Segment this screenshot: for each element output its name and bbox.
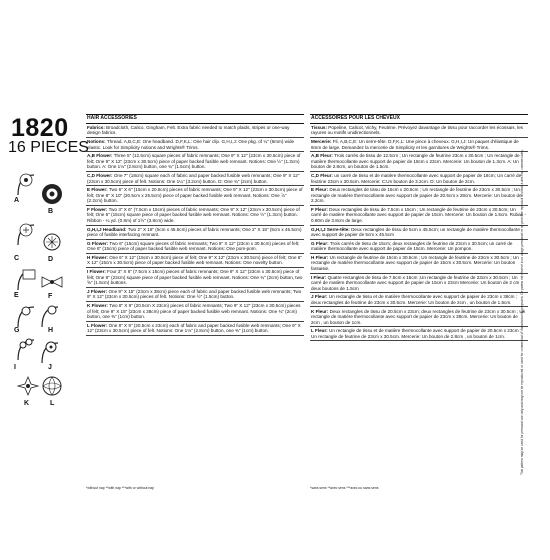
- french-footnote: *sans sens **avec sens ***avec ou sans sens: [310, 486, 379, 490]
- french-rows: [310, 124, 528, 341]
- requirement-row: [310, 138, 528, 152]
- copyright-side-note: This pattern may be used for personal use only and may not be reproduced or used for commercial or manufacturing purposes. Ce patron est réservé à un usage personnel et ne peut être reproduit ni utilisé à des fins commerciales.: [520, 149, 524, 475]
- requirement-row: [86, 268, 304, 288]
- requirement-row: [86, 302, 304, 322]
- view-j-illustration: [38, 339, 66, 365]
- requirement-label: L Fleur:: [311, 328, 328, 334]
- requirement-label: G,H,I,J Headband:: [87, 226, 127, 232]
- view-label-l: L: [50, 400, 55, 407]
- english-rows: [86, 124, 304, 336]
- requirement-label: G Fleur:: [311, 240, 329, 246]
- requirement-row: [310, 307, 528, 327]
- view-label-f: F: [48, 293, 53, 300]
- requirement-label: G Flower:: [87, 240, 109, 246]
- requirement-label: Mercerie:: [311, 139, 332, 145]
- requirement-text: Deux rectangles de tissu de 7.5cm x 15cm ; Un rectangle de feutrine de 23cm x 30.5cm; Un carré de matière thermocollante avec support de papier de 15cm. Mercerie: Un bouton de 1.5cm. Ruban - 0.80m de 3.8cm de large.: [311, 206, 526, 223]
- requirement-row: [86, 226, 304, 240]
- requirement-text: Two 6" (15cm) square pieces of fabric remnants; Two 9" X 12" (23cm x 30.5cm) pieces of felt; One 6" (15cm) piece of paper backed fusible web remnant. Notions: One pom-pom.: [87, 240, 300, 252]
- requirement-label: F Fleur:: [311, 206, 328, 212]
- requirement-text: Un rectangle de tissu et de matière thermocollante avec support de papier de 23cm x 38cm ; deux rectangles de feutrine de 23cm x 30.5cm. Mercerie: Un bouton de 2cm , un bouton de 1.5cm.: [311, 294, 518, 305]
- requirement-row: [86, 152, 304, 172]
- requirement-text: Trois carrés de tissu de 15cm; deux rectangles de feutrine de 23cm x 30.5cm; un carré de matière thermocollante avec support de papier de 15cm. Mercerie: Un pompon.: [311, 240, 513, 252]
- requirement-label: H Flower:: [87, 254, 108, 260]
- requirement-row: [310, 226, 528, 240]
- requirement-text: Two 8" X 9" (20.5cm X 23cm) pieces of fabric remnants; Two 9" X 12" (23cm x 30.5cm) pieces of felt; One 9" X 15" (23cm x 38cm) piece of paper backed fusible web remnant. Notions: One ¾" (2cm) button, one ⅜" (1cm) button.: [87, 303, 301, 320]
- requirement-label: H Fleur:: [311, 254, 329, 260]
- requirement-label: E Flower:: [87, 187, 108, 193]
- view-h-illustration: [38, 303, 66, 329]
- requirement-text: Deux rectangles de tissu de 20.5cm x 23cm; deux rectangles de feutrine de 23cm x 30.5cm ; Un rectangle de matière thermocollante avec support de papier de 23cm x 38cm. Mercerie: Un bouton de 2cm , un bouton de 1cm.: [311, 308, 526, 325]
- view-label-k: K: [24, 400, 30, 407]
- requirement-label: J Fleur:: [311, 294, 328, 300]
- requirement-label: Notions:: [87, 139, 106, 145]
- requirement-text: Trois carrés de tissu de 12.5cm ; Un rectangle de feutrine 23cm x 30.5cm ; Un rectangle de matière thermocollante avec support de papier de 18cm x 23cm. Mercerie: Un bouton de 1.3cm. A: Un bouton de 2.8cm, un bouton de 1.5cm.: [311, 153, 520, 170]
- view-label-c: C: [14, 255, 20, 262]
- requirement-text: Two 2" X 18" (5cm x 45.5cm) pieces of fabric remnants; One 2" X 18" (5cm x 45.5cm) piece of fusible interfacing remnant.: [87, 226, 302, 238]
- english-table-title: HAIR ACCESSORIES: [86, 114, 304, 124]
- requirement-row: [310, 172, 528, 186]
- requirement-label: E Fleur:: [311, 187, 329, 193]
- pattern-pieces-count: 16 PIECES: [8, 139, 89, 156]
- view-label-h: H: [48, 327, 54, 334]
- requirement-text: Four 3" X 6" (7.5cm x 15cm) pieces of fabric remnants; One 9" X 12" (23cm x 30.5cm) piece of felt; One 9" (23cm) square piece of paper backed fusible web remnant. Notions: One ¾" (2cm) button, two ⅝" (1.5cm) buttons.: [87, 269, 303, 286]
- requirement-label: Tissus:: [311, 124, 327, 130]
- requirement-row: [86, 172, 304, 186]
- requirement-row: [310, 327, 528, 341]
- requirement-text: Deux rectangles de tissu de 5cm x 45.5cm; un rectangle de matière thermocollante avec support de papier de 5cm x 45.5cm: [311, 226, 520, 238]
- requirement-label: K Fleur:: [311, 308, 329, 314]
- requirement-row: [86, 206, 304, 226]
- pattern-number: 1820: [11, 114, 69, 142]
- requirement-row: [310, 152, 528, 172]
- view-thumbnails: [14, 171, 68, 471]
- requirement-label: C,D Fleur:: [311, 173, 333, 179]
- requirement-text: One 7" (18cm) square each of fabric and paper backed fusible web remnants; One 9" X 12" (23cm x 30.5cm) piece of felt. Notions: One 1¼" (3.2cm) button. D: One ¾" (2cm) button.: [87, 173, 300, 184]
- requirement-label: F Flower:: [87, 206, 108, 212]
- view-label-j: J: [48, 364, 52, 371]
- english-footnote: *without nap **with nap ***with or without nap: [86, 486, 155, 490]
- requirement-row: [310, 254, 528, 274]
- requirement-row: [86, 124, 304, 138]
- view-f-illustration: [38, 269, 66, 295]
- requirement-label: K Flower:: [87, 303, 108, 309]
- requirement-text: Deux rectangles de tissu de 15cm x 20.5cm ; Un rectangle de feutrine de 23cm x 30.5cm ; Un rectangle de matière thermocollante avec support de papier de 20.5cm x 28cm. Mercerie: Un bouton de 2.2cm.: [311, 187, 522, 204]
- requirement-text: un carré de tissu et de matière thermocollante avec support de papier de 18cm; Un carré de feutrine 23cm x 30.5cm. Mercerie: C:Un bouton de 3.2cm. D: Un bouton de 2cm.: [311, 173, 522, 184]
- requirement-row: [310, 186, 528, 206]
- view-d-illustration: [38, 229, 66, 255]
- requirement-row: [310, 274, 528, 294]
- requirement-label: A,B Fleur:: [311, 153, 333, 159]
- requirement-text: Un rectangle de feutrine de 15cm x 30.5cm ; Un rectangle de feutrine de 23cm x 30.5cm ; Un rectangle de matière thermocollante avec support de papier de 15cm x 30.5cm. Mercerie: Un bouton fantaisie.: [311, 254, 519, 271]
- requirement-label: I Fleur:: [311, 274, 327, 280]
- view-label-b: B: [48, 208, 54, 215]
- view-label-g: G: [14, 327, 20, 334]
- requirement-text: One 6" X 12" (15cm x 30.5cm) piece of felt; One 9" X 12" (23cm x 30.5cm) piece of felt; One 6" X 12" (15cm x 30.5cm) piece of paper backed fusible web remnant. Notions: One novelty button.: [87, 254, 302, 266]
- view-l-illustration: [38, 373, 66, 399]
- requirement-row: [86, 138, 304, 152]
- view-b-illustration: [38, 181, 66, 207]
- requirement-label: A,B Flower:: [87, 153, 113, 159]
- requirement-row: [310, 293, 528, 307]
- view-label-a: A: [14, 197, 20, 204]
- french-requirements-table: [310, 114, 528, 341]
- requirement-row: [86, 322, 304, 336]
- requirement-text: Popeline, Calicot, Vichy, Feutrine. Prévoyez davantage de tissu pour raccorder les écossais, les rayures ou motifs unidirectionnels.: [311, 124, 523, 136]
- requirement-label: G,H,I,J Serre-tête:: [311, 226, 350, 232]
- requirement-row: [310, 240, 528, 254]
- requirement-text: Fil. A,B,C,E: Un serre-tête. D,F,K,L: Une pince à cheveux. G,H,I,J: Un paquet d'élastique de 6mm de large. Demandez la mercerie de Simplicity et les garnitures de Wrights® Trims.: [311, 139, 519, 150]
- requirement-text: One 9" X 15" (23cm x 38cm) piece each of fabric and paper backed fusible web remnants; Two 9" X 12" (23cm x 30.5cm) pieces of felt. Notions: One ½" (1.5cm) button.: [87, 288, 302, 300]
- requirement-label: C,D Flower:: [87, 173, 113, 179]
- requirement-text: Two 6" X 6" (15cm x 20.5cm) pieces of fabric remnants; One 9" X 12" (23cm x 30.5cm) piece of felt; One 8" X 10" (20.5cm x 25.5cm) piece of paper backed fusible web remnant. Notions: One ⅞" (2.2cm) button.: [87, 187, 303, 204]
- requirement-row: [86, 240, 304, 254]
- requirement-row: [86, 254, 304, 268]
- requirement-label: I Flower:: [87, 269, 106, 275]
- requirement-text: Broadcloth, Calico, Gingham, Felt. Extra fabric needed to match plaids, stripes or one-way design fabrics.: [87, 124, 290, 136]
- view-label-d: D: [48, 256, 54, 263]
- requirement-text: Three 5" (12.5cm) square pieces of fabric remnants; One 9" X 12" (23cm x 30.5cm) piece of felt; One 9" X 12" (23cm x 30.5cm) piece of paper backed fusible web remnant. Notions: One ½" (1.3cm) button. A: One 1⅛" (2.8cm) button, one ¾" (1.5cm) button.: [87, 153, 301, 170]
- view-label-e: E: [14, 292, 19, 299]
- requirement-label: J Flower:: [87, 288, 108, 294]
- view-label-i: I: [14, 364, 16, 371]
- requirement-label: Fabrics:: [87, 124, 105, 130]
- english-requirements-table: [86, 114, 304, 336]
- requirement-label: L Flower:: [87, 322, 108, 328]
- requirement-row: [86, 186, 304, 206]
- requirement-row: [310, 206, 528, 226]
- requirement-row: [86, 288, 304, 302]
- requirement-text: Quatre rectangles de tissu de 7.5cm x 15cm ;Un rectangle de feutrine de 23cm x 30.5cm ; Un carré de matière thermocollante avec support de papier de 15cm x 23cm Mercerie: Un bouton de 2 cm , deux boutons de 1.5cm: [311, 274, 522, 291]
- requirement-text: Thread. A,B,C,E: One headband. D,F,K,L: One hair clip. G,H,I,J: One pkg. of ¼" (6mm) wide elastic. Look for Simplicity notions and Wrights® Trims.: [87, 139, 295, 150]
- requirement-text: One 8" X 9" (20.5cm x 23cm) each of fabric and paper backed fusible web remnants; One 9" X 12" (23cm x 30.5cm) piece of felt. Notions: One 1⅛" (2.8cm) button, one ⅜" (1cm) button.: [87, 322, 301, 334]
- requirement-text: Two 3" X 6" (7.5cm x 15cm) pieces of fabric remnants; One 9" X 12" (23cm x 30.5cm) piece of felt; One 6" (15cm) square piece of paper backed fusible web remnant. Notions: One ½" (1.3cm) button. Ribbon - ¼ yd. (0.8m) of 1½" (3.8cm) wide.: [87, 206, 300, 223]
- requirement-text: Un rectangle de tissu et de matière thermocollante avec support de papier de 20.5cm x 23cm ; Un rectangle de feutrine de 23cm x 30.5cm. Mercerie: Un bouton de 2.8cm , un bouton de 1cm.: [311, 328, 522, 339]
- french-table-title: ACCESSOIRES POUR LES CHEVEUX: [310, 114, 528, 124]
- requirement-row: [310, 124, 528, 138]
